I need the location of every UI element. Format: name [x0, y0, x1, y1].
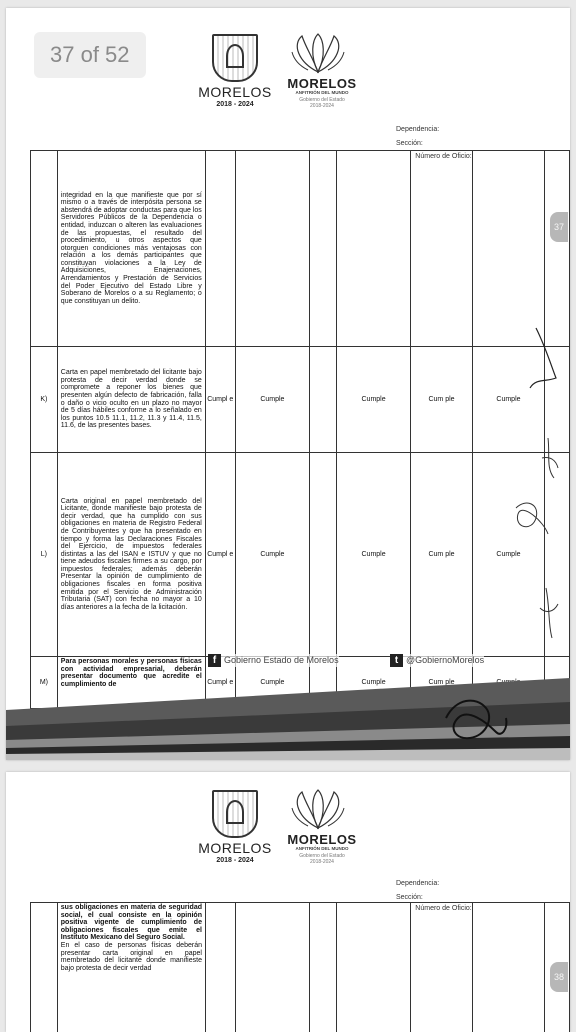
numero-oficio-label: Número de Oficio : — [411, 151, 471, 161]
seccion-label: Sección : — [396, 140, 423, 147]
value-cell — [235, 151, 309, 347]
document-page-38 — [6, 772, 570, 1032]
brand-gov-line2: 2018-2024 — [282, 103, 362, 109]
value-cell: Cumple — [472, 453, 544, 657]
twitter-icon: t — [390, 654, 403, 667]
state-years: 2018 - 2024 — [190, 101, 280, 108]
row-letter — [31, 151, 58, 347]
brand-government — [282, 97, 362, 109]
page-counter: 37 of 52 — [34, 32, 146, 78]
value-cell — [310, 151, 337, 347]
value-cell: Cumpl e — [205, 453, 235, 657]
handwritten-signatures — [506, 308, 566, 668]
value-cell — [336, 903, 410, 1032]
value-cell — [205, 903, 235, 1032]
value-cell: Cumpl e — [205, 657, 235, 709]
value-cell: Cumple — [336, 347, 410, 453]
value-cell: Cumple — [235, 347, 309, 453]
row-letter: L) — [31, 453, 58, 657]
brand-tagline: ANFITRIÓN DEL MUNDO — [282, 90, 362, 95]
requirement-text-bold: sus obligaciones en materia de seguridad social, el cual consiste en la opinión positiva vigente de cumplimiento de obligaciones fiscales que emite el Instituto Mexicano del Seguro Social. — [61, 904, 202, 942]
brand-gov-line1: Gobierno del Estado — [282, 853, 362, 859]
value-cell — [310, 453, 337, 657]
state-shield-icon — [212, 34, 258, 82]
evaluation-table — [30, 902, 570, 1032]
oficio-cell — [411, 151, 472, 347]
oficio-cell — [411, 903, 472, 1032]
brand-gov-line1: Gobierno del Estado — [282, 97, 362, 103]
morelos-lotus-icon — [288, 788, 348, 832]
value-cell — [310, 347, 337, 453]
dependencia-label: Dependencia : — [396, 126, 439, 133]
twitter-label: @GobiernoMorelos — [406, 655, 484, 665]
row-letter — [31, 903, 58, 1032]
page-tab-37[interactable]: 37 — [550, 212, 568, 242]
value-cell: Cumple — [336, 453, 410, 657]
state-shield-icon — [212, 790, 258, 838]
numero-oficio-label: Número de Oficio : — [411, 903, 471, 913]
value-cell — [205, 151, 235, 347]
requirement-text: integridad en la que manifieste que por sí mismo o a través de interpósita persona se abstendrá de adoptar conductas para que los Servidores Públicos de la Dependencia o entidad, induzcan o alteren las evaluaciones de las propuestas, el resultado del procedimiento, u otros aspectos que otorguen condiciones más ventajosas con relación a los demás participantes que constituyan violaciones a la Ley de Adquisiciones, Enajenaciones, Arrendamientos y Prestación de Servicios del Poder Ejecutivo del Estado Libre y Soberano de Morelos o a su Reglamento; o que constituyan un delito. — [57, 151, 205, 347]
value-cell — [310, 903, 337, 1032]
value-cell: Cum ple — [411, 453, 472, 657]
brand-name: MORELOS — [282, 76, 362, 91]
value-cell: Cumple — [336, 657, 410, 709]
requirement-cell — [57, 903, 205, 1032]
value-cell — [472, 903, 544, 1032]
value-cell — [336, 151, 410, 347]
value-cell — [235, 903, 309, 1032]
value-cell: Cumple — [235, 453, 309, 657]
requirement-text: Carta en papel membretado del licitante bajo protesta de decir verdad donde se compromete a reponer los bienes que presenten algún defecto de fabricación, falla o daño o vicio oculto en un plazo no mayor de 5 días hábiles conforme a lo señalado en los puntos 10.5 11.1, 11.2, 11.3 y 11.4, 11.5, 11.6, de las presentes bases. — [57, 347, 205, 453]
page-header-logos — [186, 786, 386, 876]
facebook-label: Gobierno Estado de Morelos — [224, 655, 339, 665]
handwritten-initials — [436, 688, 516, 748]
row-letter: K) — [31, 347, 58, 453]
state-name: MORELOS — [190, 84, 280, 100]
value-cell: Cum ple — [411, 657, 472, 709]
table-row — [31, 903, 570, 1032]
seccion-label: Sección : — [396, 894, 423, 901]
table-row — [31, 347, 570, 453]
state-name: MORELOS — [190, 840, 280, 856]
state-years: 2018 - 2024 — [190, 857, 280, 864]
value-cell: Cumple — [235, 657, 309, 709]
table-row — [31, 453, 570, 657]
value-cell: Cumpl e — [205, 347, 235, 453]
requirement-text: Carta original en papel membretado del Licitante, donde manifieste bajo protesta de decir verdad, que ha cumplido con sus obligaciones en materia de Registro Federal de Contribuyentes y que ha presentado en tiempo y forma las Declaraciones Fiscales del Ejercicio, de impuestos federales distintas a las del ISAN e ISTUV y que no tiene adeudos fiscales firmes a su cargo, por impuestos federales; además deberán Presentar la opinión de cumplimiento de obligaciones fiscales en forma positiva emitida por el Servicio de Administración Tributaria (SAT) con fecha no mayor a 10 días anteriores a la fecha de la licitación. — [57, 453, 205, 657]
brand-gov-line2: 2018-2024 — [282, 859, 362, 865]
brand-name: MORELOS — [282, 832, 362, 847]
row-letter: M) — [31, 657, 58, 709]
facebook-handle — [208, 654, 339, 667]
requirement-text: En el caso de personas físicas deberán presentar carta original en papel membretado del licitante donde manifieste bajo protesta de decir verdad — [61, 942, 202, 972]
brand-tagline: ANFITRIÓN DEL MUNDO — [282, 846, 362, 851]
document-page-37 — [6, 8, 570, 760]
value-cell: Cum ple — [411, 347, 472, 453]
requirement-text: Para personas morales y personas físicas con actividad empresarial, deberán presentar documento que acredite el cumplimiento de — [57, 657, 205, 709]
morelos-lotus-icon — [288, 32, 348, 76]
table-row — [31, 151, 570, 347]
page-tab-38[interactable]: 38 — [550, 962, 568, 992]
page-header-logos — [186, 30, 386, 120]
brand-government — [282, 853, 362, 865]
evaluation-table — [30, 150, 570, 709]
facebook-icon: f — [208, 654, 221, 667]
value-cell: Cumple — [472, 347, 544, 453]
twitter-handle — [390, 654, 484, 667]
dependencia-label: Dependencia : — [396, 880, 439, 887]
